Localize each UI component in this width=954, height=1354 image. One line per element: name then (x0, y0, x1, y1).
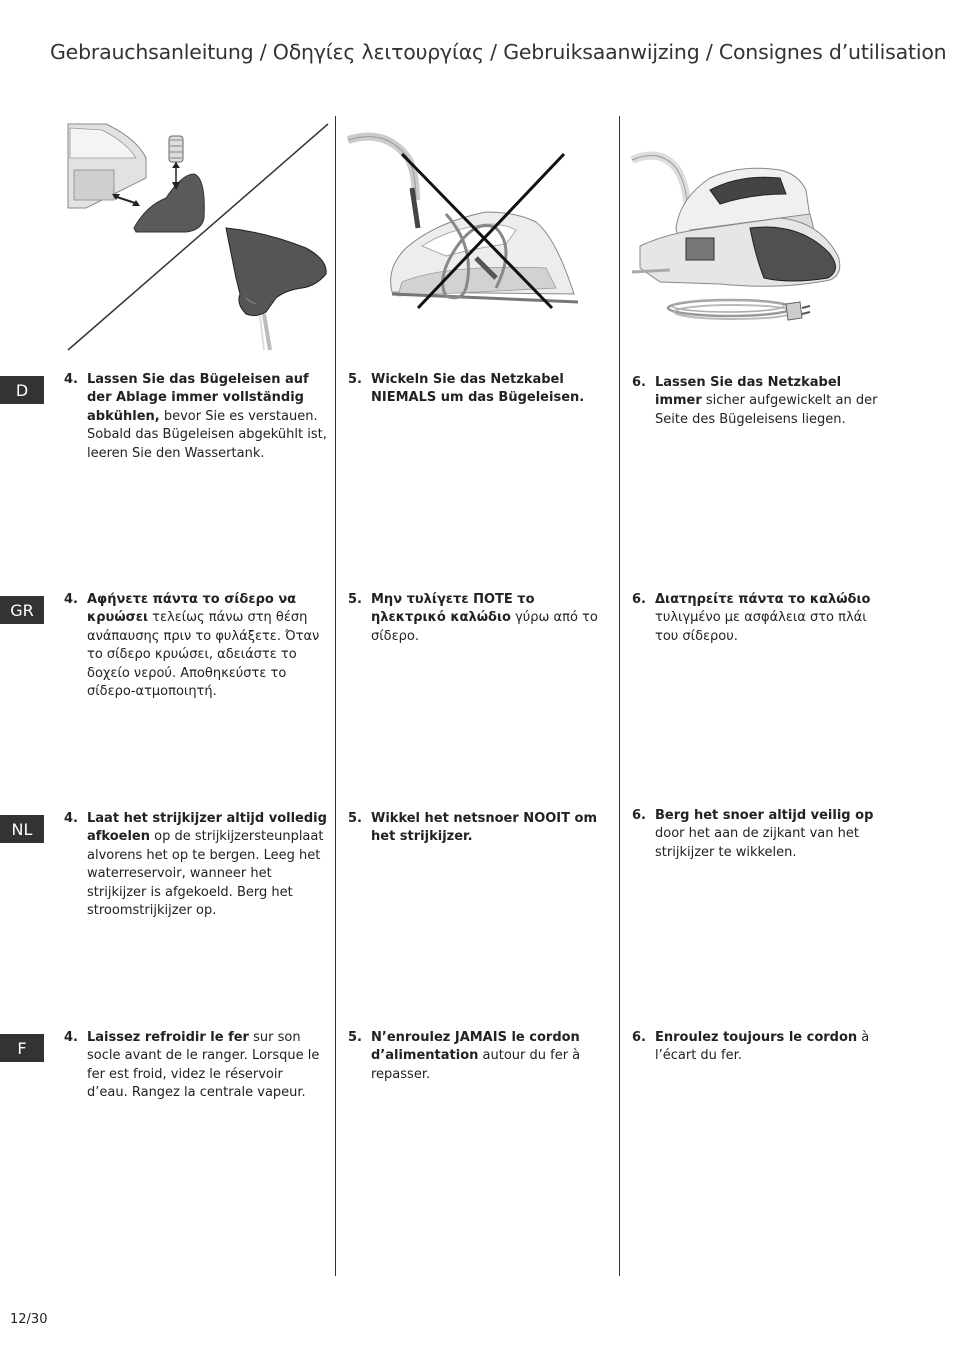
language-tab-nl: NL (0, 815, 44, 843)
language-tab-gr: GR (0, 596, 44, 624)
illustration-coiled-cord (630, 118, 846, 330)
language-tab-f: F (0, 1034, 44, 1062)
column-divider-1 (335, 116, 336, 1276)
illustration-do-not-wrap-cord (346, 118, 586, 318)
column-divider-2 (619, 116, 620, 1276)
illustration-empty-tank (66, 118, 332, 354)
language-tab-d: D (0, 376, 44, 404)
page-number: 12/30 (10, 1312, 48, 1327)
page-title: Gebrauchsanleitung / Οδηγίες λειτουργίας / Gebruiksaanwijzing / Consignes d’utilisation (50, 40, 947, 64)
